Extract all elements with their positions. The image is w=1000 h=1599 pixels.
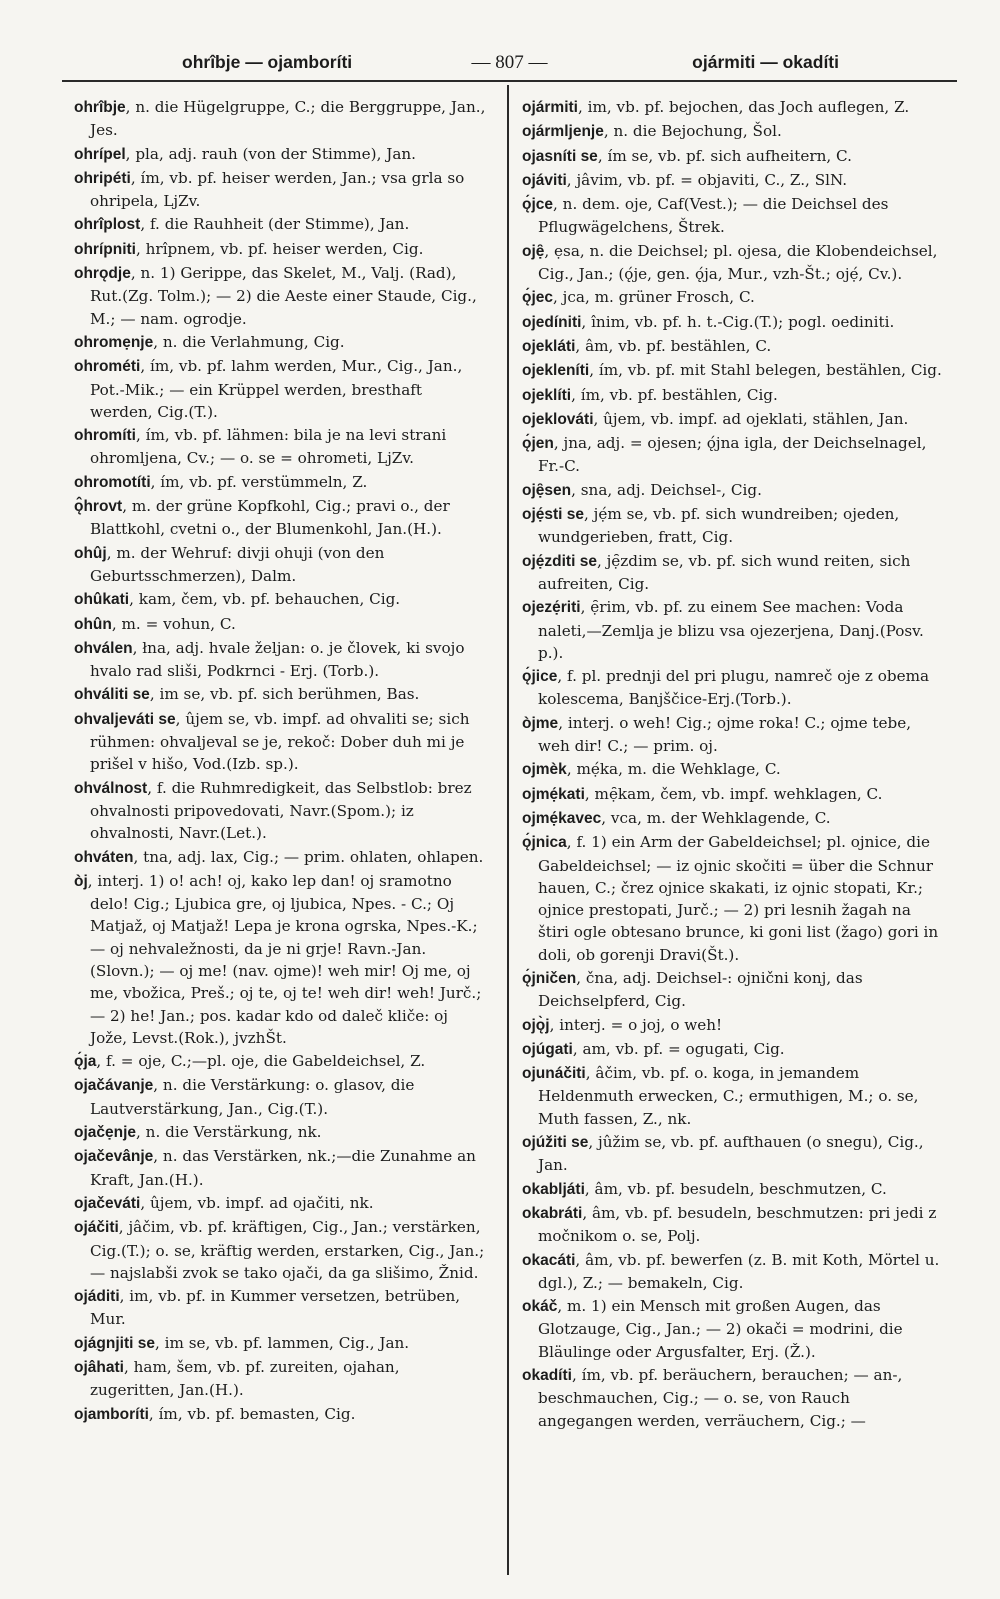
entry-headword: ojúgati bbox=[522, 1040, 573, 1058]
entry-definition: , n. die Verstärkung: o. glasov, die Lautverstärkung, Jan., Cig.(T.). bbox=[90, 1076, 415, 1118]
entry-definition: , jâčim, vb. pf. kräftigen, Cig., Jan.; verstärken, Cig.(T.); o. se, kräftig werden, erstarken, Cig., Jan.; — najslabši zvok se tako ojači, da ga slišimo, Žnid. bbox=[90, 1218, 485, 1282]
entry-headword: ohrípel bbox=[74, 145, 126, 163]
dictionary-entry bbox=[522, 712, 944, 758]
entry-definition: , ím, vb. pf. beräuchern, berauchen; — an-, beschmauchen, Cig.; — o. se, von Rauch angegangen werden, verräuchern, Cig.; — bbox=[538, 1366, 903, 1430]
entry-headword: ojasníti se bbox=[522, 147, 598, 165]
entry-definition: , im se, vb. pf. lammen, Cig., Jan. bbox=[154, 1333, 410, 1352]
entry-headword: ohrǫdje bbox=[74, 265, 131, 283]
entry-headword: ojezẹ́riti bbox=[522, 599, 581, 617]
entry-definition: , n. 1) Gerippe, das Skelet, M., Valj. (Rad), Rut.(Zg. Tolm.); — 2) die Aeste einer Staude, Cig., M.; — nam. ogrodje. bbox=[90, 264, 477, 328]
entry-definition: , âm, vb. pf. besudeln, beschmutzen, C. bbox=[584, 1179, 887, 1198]
entry-definition: , ûjem se, vb. impf. ad ohvaliti se; sich rühmen: ohvaljeval se je, rekoč: Dober duh mi je prišel v hišo, Vod.(Izb. sp.). bbox=[90, 709, 470, 774]
dictionary-entry bbox=[74, 542, 488, 588]
dictionary-entry bbox=[522, 1249, 944, 1295]
dictionary-entry bbox=[522, 783, 944, 806]
dictionary-entry bbox=[74, 637, 488, 683]
entry-definition: , ím, vb. pf. bestählen, Cig. bbox=[571, 385, 778, 404]
entry-headword: ohromíti bbox=[74, 427, 136, 445]
entry-definition: , im, vb. pf. in Kummer versetzen, betrüben, Mur. bbox=[90, 1287, 461, 1329]
entry-definition: , n. die Verlahmung, Cig. bbox=[153, 332, 345, 351]
dictionary-entry bbox=[74, 1050, 488, 1073]
entry-definition: , f. die Rauhheit (der Stimme), Jan. bbox=[140, 215, 410, 234]
entry-definition: , hrîpnem, vb. pf. heiser werden, Cig. bbox=[136, 239, 424, 258]
dictionary-entry bbox=[74, 1074, 488, 1120]
dictionary-entry bbox=[74, 96, 488, 142]
header-left-guide: ohrîbje — ojamboríti bbox=[182, 52, 353, 72]
entry-headword: ohrípniti bbox=[74, 240, 136, 258]
entry-definition: , ím se, vb. pf. sich aufheitern, C. bbox=[597, 146, 852, 165]
dictionary-entry bbox=[522, 120, 944, 143]
running-header bbox=[62, 46, 957, 82]
dictionary-entry bbox=[522, 432, 944, 478]
entry-headword: ohrométi bbox=[74, 358, 141, 376]
entry-headword: ojeklováti bbox=[522, 410, 594, 428]
dictionary-entry bbox=[74, 708, 488, 776]
entry-definition: , jûžim se, vb. pf. aufthauen (o snegu), Cig., Jan. bbox=[538, 1133, 924, 1175]
dictionary-entry bbox=[74, 143, 488, 166]
entry-definition: , ím, vb. pf. mit Stahl belegen, bestählen, Cig. bbox=[589, 361, 942, 380]
dictionary-entry bbox=[74, 167, 488, 213]
entry-definition: , m. der Wehruf: divji ohuji (von den Geburtsschmerzen), Dalm. bbox=[90, 543, 385, 585]
entry-headword: ohválnost bbox=[74, 779, 148, 797]
dictionary-entry bbox=[74, 1285, 488, 1331]
entry-headword: òjme bbox=[522, 714, 559, 732]
entry-definition: , ím, vb. pf. lähmen: bila je na levi strani ohromljena, Cv.; — o. se = ohrometi, LjZv. bbox=[90, 426, 447, 468]
entry-headword: ojáčiti bbox=[74, 1219, 119, 1237]
dictionary-entry bbox=[522, 1364, 944, 1432]
entry-headword: ojǫ̀j bbox=[522, 1016, 550, 1034]
column-divider bbox=[507, 85, 509, 1575]
entry-headword: okadíti bbox=[522, 1367, 572, 1385]
dictionary-entry bbox=[74, 1403, 488, 1426]
entry-definition: , im, vb. pf. bejochen, das Joch auflegen, Z. bbox=[577, 98, 910, 116]
dictionary-entry bbox=[522, 1038, 944, 1061]
entry-headword: ǫ́jen bbox=[522, 435, 554, 453]
entry-definition: , ûjem, vb. impf. ad ojačiti, nk. bbox=[140, 1193, 374, 1212]
entry-headword: ojúžiti se bbox=[522, 1134, 589, 1152]
dictionary-entry bbox=[522, 596, 944, 664]
entry-headword: ojedíniti bbox=[522, 313, 582, 331]
entry-definition: , ham, šem, vb. pf. zureiten, ojahan, zugeritten, Jan.(H.). bbox=[90, 1358, 400, 1400]
entry-headword: ǫ́jce bbox=[522, 196, 554, 214]
entry-headword: ohromotíti bbox=[74, 473, 151, 491]
entry-definition: , n. dem. oje, Caf(Vest.); — die Deichsel des Pflugwägelchens, Štrek. bbox=[538, 195, 889, 237]
entry-definition: , ím, vb. pf. heiser werden, Jan.; vsa grla so ohripela, LjZv. bbox=[90, 168, 465, 211]
dictionary-entry bbox=[522, 335, 944, 358]
dictionary-entry bbox=[74, 1145, 488, 1191]
entry-definition: , sna, adj. Deichsel-, Cig. bbox=[571, 480, 762, 499]
entry-headword: ǫ́jec bbox=[522, 289, 554, 307]
entry-headword: okacáti bbox=[522, 1251, 576, 1269]
dictionary-entry bbox=[522, 145, 944, 168]
dictionary-entry bbox=[522, 831, 944, 966]
entry-headword: ojẹ́zditi se bbox=[522, 552, 597, 570]
entry-headword: ohváten bbox=[74, 848, 134, 866]
entry-headword: ojẹ̑ bbox=[522, 242, 545, 260]
dictionary-entry bbox=[74, 1332, 488, 1355]
header-right-guide: ojármiti — okadíti bbox=[692, 52, 839, 72]
dictionary-entry bbox=[522, 1295, 944, 1363]
entry-headword: ojeklíti bbox=[522, 386, 572, 404]
entry-headword: ojármiti bbox=[522, 99, 578, 116]
entry-definition: , m. der grüne Kopfkohl, Cig.; pravi o., der Blattkohl, cvetni o., der Blumenkohl, Jan.(H.). bbox=[90, 497, 450, 539]
entry-definition: , âčim, vb. pf. o. koga, in jemandem Heldenmuth erwecken, C.; ermuthigen, M.; o. se, Muth fassen, Z., nk. bbox=[538, 1064, 919, 1128]
entry-headword: ohripéti bbox=[74, 169, 131, 187]
dictionary-entry bbox=[74, 213, 488, 236]
entry-headword: ǫ́ja bbox=[74, 1053, 97, 1071]
entry-definition: , ẹsa, n. die Deichsel; pl. ojesa, die Klobendeichsel, Cig., Jan.; (ǫ́je, gen. ǫ́ja, Mur., vzh-Št.; ojẹ́, Cv.). bbox=[538, 241, 938, 284]
dictionary-entry bbox=[522, 1178, 944, 1201]
page-number: — 807 — bbox=[471, 52, 548, 73]
entry-definition: , m. 1) ein Mensch mit großen Augen, das Glotzauge, Cig., Jan.; — 2) okači = modrini, die Bläulinge oder Argusfalter, Erj. (Ž.). bbox=[538, 1297, 903, 1361]
entry-definition: , pla, adj. rauh (von der Stimme), Jan. bbox=[125, 144, 417, 163]
dictionary-entry bbox=[522, 1202, 944, 1248]
dictionary-entry bbox=[522, 193, 944, 239]
entry-definition: , ím, vb. pf. bemasten, Cig. bbox=[148, 1404, 356, 1423]
dictionary-entry bbox=[522, 967, 944, 1013]
entry-headword: okabráti bbox=[522, 1204, 583, 1222]
entry-headword: ǫ́jice bbox=[522, 668, 558, 686]
entry-definition: , čna, adj. Deichsel-: ojnični konj, das Deichselpferd, Cig. bbox=[538, 968, 863, 1011]
dictionary-entry bbox=[522, 758, 944, 781]
entry-definition: , jca, m. grüner Frosch, C. bbox=[553, 288, 755, 307]
dictionary-entry bbox=[522, 1062, 944, 1130]
entry-definition: , âm, vb. pf. bestählen, C. bbox=[575, 336, 772, 355]
entry-definition: , âm, vb. pf. besudeln, beschmutzen: pri jedi z močnikom o. se, Polj. bbox=[538, 1203, 937, 1246]
entry-definition: , vca, m. der Wehklagende, C. bbox=[601, 808, 831, 827]
entry-headword: ojekleníti bbox=[522, 362, 590, 380]
entry-definition: , n. die Bejochung, Šol. bbox=[603, 122, 782, 141]
entry-headword: ohûn bbox=[74, 615, 112, 633]
entry-headword: ojekláti bbox=[522, 337, 576, 355]
entry-definition: , f. = oje, C.;—pl. oje, die Gabeldeichsel, Z. bbox=[96, 1052, 426, 1071]
dictionary-entry bbox=[74, 471, 488, 494]
entry-headword: ojmẹ́kavec bbox=[522, 809, 602, 827]
entry-headword: ohrîplost bbox=[74, 216, 141, 234]
entry-headword: ǫ́jničen bbox=[522, 969, 577, 987]
dictionary-entry bbox=[522, 96, 944, 119]
dictionary-entry bbox=[74, 331, 488, 354]
dictionary-entry bbox=[74, 1192, 488, 1215]
dictionary-entry bbox=[74, 495, 488, 541]
entry-definition: , ûjem, vb. impf. ad ojeklati, stählen, Jan. bbox=[593, 409, 909, 428]
dictionary-entry bbox=[74, 424, 488, 470]
entry-headword: ojẹ̑sen bbox=[522, 481, 572, 499]
dictionary-entry bbox=[522, 169, 944, 192]
entry-headword: ojamboríti bbox=[74, 1405, 149, 1423]
dictionary-entry bbox=[74, 846, 488, 869]
dictionary-entry bbox=[522, 240, 944, 286]
entry-definition: , łna, adj. hvale željan: o. je človek, ki svojo hvalo rad sliši, Podkrnci - Erj. (Torb.). bbox=[90, 638, 465, 681]
entry-headword: ojačevânje bbox=[74, 1148, 154, 1166]
dictionary-entry bbox=[522, 311, 944, 334]
dictionary-entry bbox=[522, 1131, 944, 1177]
entry-headword: ohûkati bbox=[74, 591, 130, 609]
entry-headword: ohromẹnje bbox=[74, 333, 154, 351]
entry-definition: , ím, vb. pf. lahm werden, Mur., Cig., Jan., Pot.-Mik.; — ein Krüppel werden, bresthaft werden, Cig.(T.). bbox=[90, 357, 463, 421]
dictionary-entry bbox=[74, 777, 488, 845]
dictionary-entry bbox=[522, 359, 944, 382]
dictionary-entry bbox=[522, 807, 944, 830]
right-column bbox=[522, 96, 944, 1576]
entry-headword: ojmèk bbox=[522, 761, 567, 779]
entry-definition: , jâvim, vb. pf. = objaviti, C., Z., SlN. bbox=[566, 170, 848, 189]
dictionary-entry bbox=[74, 1356, 488, 1402]
entry-headword: òj bbox=[74, 872, 88, 890]
entry-headword: ojármljenje bbox=[522, 123, 604, 141]
entry-headword: ojâhati bbox=[74, 1359, 124, 1377]
entry-headword: ojáditi bbox=[74, 1288, 120, 1306]
entry-headword: ojačeváti bbox=[74, 1194, 141, 1212]
entry-headword: ojunáčiti bbox=[522, 1065, 586, 1083]
entry-definition: , n. das Verstärken, nk.;—die Zunahme an Kraft, Jan.(H.). bbox=[90, 1147, 476, 1189]
dictionary-entry bbox=[74, 1216, 488, 1284]
entry-definition: , interj. = o joj, o weh! bbox=[549, 1015, 723, 1034]
dictionary-entry bbox=[74, 355, 488, 423]
entry-definition: , interj. 1) o! ach! oj, kako lep dan! oj sramotno delo! Cig.; Ljubica gre, oj ljubica, Npes. - C.; Oj Matjaž, oj Matjaž! Lepa je krona ogrska, Npes.-K.; — oj nehvaležnosti, da je ni grje! Ravn.-Jan.(Slovn.); — oj me! (nav. ojme)! weh mir! Oj me, oj me, vbožica, Preš.; oj te, oj te! weh dir! weh! Jurč.; — 2) he! Jan.; pos. kadar kdo od daleč kliče: oj Jože, Levst.(Rok.), jvzhŠt. bbox=[87, 871, 482, 1047]
dictionary-entry bbox=[522, 479, 944, 502]
dictionary-entry bbox=[74, 588, 488, 611]
dictionary-entry bbox=[522, 550, 944, 596]
entry-definition: , jna, adj. = ojesen; ǫ́jna igla, der Deichselnagel, Fr.-C. bbox=[538, 434, 927, 476]
entry-definition: , f. pl. prednji del pri plugu, namreč oje z obema kolescema, Banjščice-Erj.(Torb.). bbox=[538, 667, 930, 709]
entry-headword: okáč bbox=[522, 1298, 558, 1316]
dictionary-entry bbox=[522, 286, 944, 309]
entry-headword: ohûj bbox=[74, 544, 107, 562]
entry-definition: , mẹ́ka, m. die Wehklage, C. bbox=[566, 760, 781, 779]
entry-headword: ohváliti se bbox=[74, 686, 150, 704]
entry-definition: , m. = vohun, C. bbox=[111, 614, 236, 633]
entry-definition: , ẹ̑rim, vb. pf. zu einem See machen: Voda naleti,—Zemlja je blizu vsa ojezerjena, Danj.(Posv. p.). bbox=[538, 598, 924, 662]
entry-headword: ohrîbje bbox=[74, 99, 126, 116]
dictionary-entry bbox=[522, 665, 944, 711]
entry-definition: , am, vb. pf. = ogugati, Cig. bbox=[572, 1039, 785, 1058]
left-column bbox=[74, 96, 488, 1576]
entry-definition: , f. 1) ein Arm der Gabeldeichsel; pl. ojnice, die Gabeldeichsel; — iz ojnic skočiti = über die Schnur hauen, C.; črez ojnice skakati, iz ojnic stopati, Kr.; ojnice prestopati, Jurč.; — 2) pri lesnih žagah na štiri ogle obtesano brunce, ki goni list (žago) gori in doli, ob gorenji Dravi(Št.). bbox=[538, 833, 939, 964]
dictionary-entry bbox=[522, 384, 944, 407]
entry-definition: , f. die Ruhmredigkeit, das Selbstlob: brez ohvalnosti pripovedovati, Navr.(Spom.); iz ohvalnosti, Navr.(Let.). bbox=[90, 778, 472, 843]
entry-definition: , înim, vb. pf. h. t.-Cig.(T.); pogl. oediniti. bbox=[581, 312, 895, 331]
entry-definition: , kam, čem, vb. pf. behauchen, Cig. bbox=[129, 590, 401, 609]
entry-headword: ojačẹnje bbox=[74, 1124, 137, 1142]
dictionary-entry bbox=[74, 613, 488, 636]
entry-definition: , n. die Verstärkung, nk. bbox=[136, 1123, 322, 1142]
dictionary-entry bbox=[74, 870, 488, 1049]
entry-definition: , âm, vb. pf. bewerfen (z. B. mit Koth, Mörtel u. dgl.), Z.; — bemakeln, Cig. bbox=[538, 1250, 940, 1292]
entry-definition: , mẹ̑kam, čem, vb. impf. wehklagen, C. bbox=[584, 784, 883, 803]
entry-headword: ojágnjiti se bbox=[74, 1334, 155, 1352]
entry-headword: ojačávanje bbox=[74, 1077, 154, 1095]
entry-headword: ojmẹ́kati bbox=[522, 785, 585, 803]
entry-headword: ǫ̂hrovt bbox=[74, 498, 123, 516]
entry-definition: , tna, adj. lax, Cig.; — prim. ohlaten, ohlapen. bbox=[133, 847, 484, 866]
entry-headword: ǫ́jnica bbox=[522, 834, 567, 852]
entry-definition: , im se, vb. pf. sich berühmen, Bas. bbox=[149, 685, 420, 704]
dictionary-entry bbox=[74, 683, 488, 706]
entry-headword: ohválen bbox=[74, 639, 133, 657]
dictionary-entry bbox=[74, 262, 488, 330]
dictionary-entry bbox=[74, 238, 488, 261]
dictionary-entry bbox=[522, 1014, 944, 1037]
dictionary-entry bbox=[522, 408, 944, 431]
entry-definition: , jẹ̑zdim se, vb. pf. sich wund reiten, sich aufreiten, Cig. bbox=[538, 551, 911, 593]
entry-definition: , ím, vb. pf. verstümmeln, Z. bbox=[150, 472, 368, 491]
dictionary-entry bbox=[522, 503, 944, 549]
entry-headword: ojáviti bbox=[522, 171, 567, 189]
entry-definition: , n. die Hügelgruppe, C.; die Berggruppe, Jan., Jes. bbox=[90, 98, 486, 140]
dictionary-entry bbox=[74, 1121, 488, 1144]
entry-headword: ojẹ́sti se bbox=[522, 506, 585, 524]
entry-definition: , interj. o weh! Cig.; ojme roka! C.; ojme tebe, weh dir! C.; — prim. oj. bbox=[538, 713, 912, 756]
entry-definition: , jẹ́m se, vb. pf. sich wundreiben; ojeden, wundgerieben, fratt, Cig. bbox=[538, 505, 900, 547]
entry-headword: okabljáti bbox=[522, 1180, 585, 1198]
entry-headword: ohvaljeváti se bbox=[74, 710, 176, 728]
